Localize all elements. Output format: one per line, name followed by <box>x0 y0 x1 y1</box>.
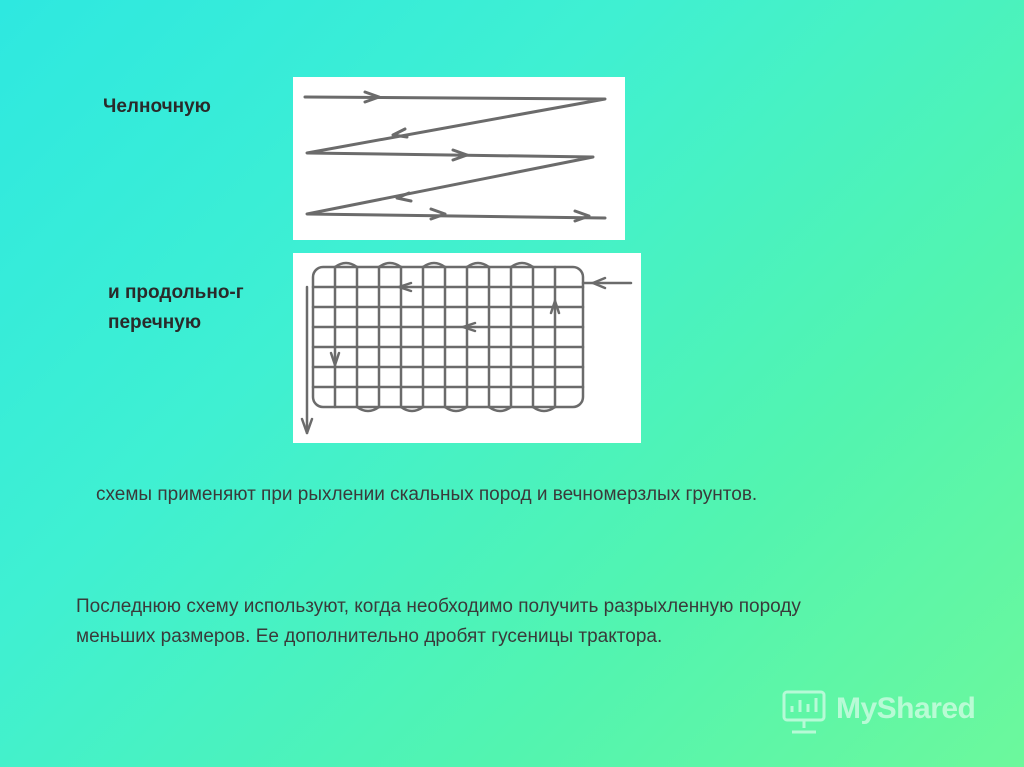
zigzag-path <box>305 97 605 218</box>
arrow-head <box>575 211 589 221</box>
arrow-head <box>393 129 407 137</box>
watermark <box>780 688 1010 736</box>
watermark-text: MyShared <box>836 692 976 725</box>
presentation-board-icon <box>780 688 828 736</box>
shuttle-scheme-diagram <box>293 77 625 240</box>
shuttle-scheme-label: Челночную <box>103 96 211 117</box>
arrow-head <box>431 209 445 219</box>
cross-scheme-drawing <box>293 253 641 443</box>
cross-scheme-label: и продольно-г перечную <box>108 282 244 333</box>
last-scheme-text: Последнюю схему используют, когда необходимо получить разрыхленную породу меньших размеров. Ее дополнительно дробят гусеницы трактора. <box>76 596 801 647</box>
schemes-usage-text: схемы применяют при рыхлении скальных пород и вечномерзлых грунтов. <box>96 484 758 505</box>
cross-scheme-diagram <box>293 253 641 443</box>
shuttle-scheme-drawing <box>293 77 625 240</box>
